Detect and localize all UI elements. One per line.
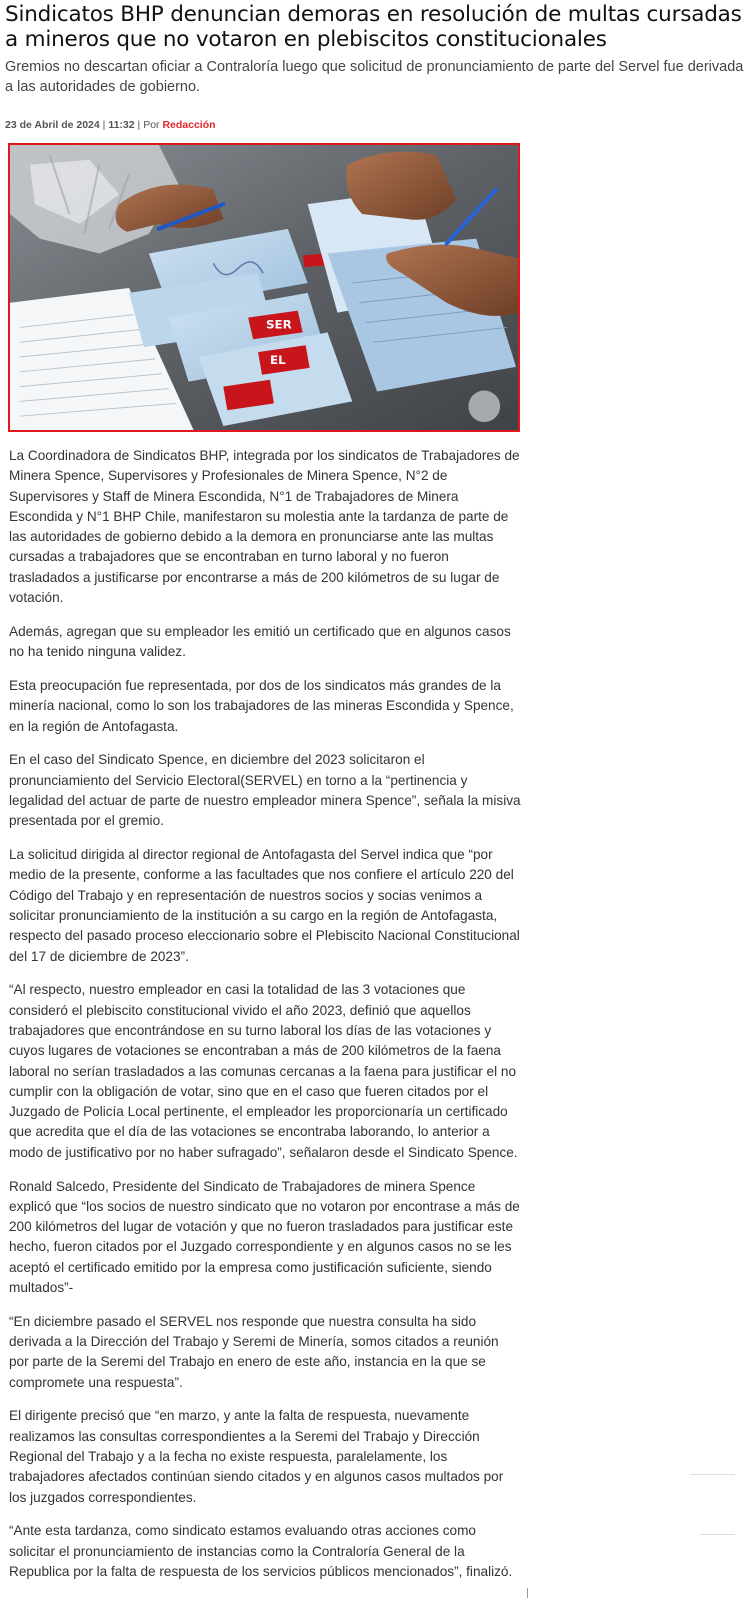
article-paragraph: “Al respecto, nuestro empleador en casi la totalidad de las 3 votaciones que consideró el plebiscito constitucional vivido el año 2023, definió que aquellos trabajadores que encontrándose en su turno laboral los días de las votaciones y cuyos lugares de votaciones se encontraban a más de 200 kilómetros de la faena laboral no serían trasladados a las comunas cercanas a la faena para justificar el no cumplir con la obligación de votar, sino que en el caso que fueren citados por el Juzgado de Policía Local pertinente, el empleador les proporcionaría un certificado que acredita que el día de las votaciones se encontraba laborando, lo anterior a modo de justificativo por no haber sufragado”, señalaron desde el Sindicato Spence. — [9, 982, 518, 1160]
ballot-label-1: SER — [265, 317, 292, 332]
article-paragraph: La solicitud dirigida al director regional de Antofagasta del Servel indica que “por medio de la presente, conforme a las facultades que nos confiere el artículo 220 del Código del Trabajo y en representación de nuestros socios y socias venimos a solicitar pronunciamiento de la institución a su cargo en la región de Antofagasta, respecto del pasado proceso eleccionario sobre el Plebiscito Nacional Constitucional del 17 de diciembre de 2023”. — [9, 847, 520, 964]
ballot-label-2: EL — [269, 352, 286, 367]
article-paragraph: El dirigente precisó que “en marzo, y ante la falta de respuesta, nuevamente realizamos las consultas correspondientes a la Seremi del Trabajo y Dirección Regional del Trabajo y a la fecha no existe respuesta, paralelamente, los trabajadores afectados continúan siendo citados y en algunos casos multados por los juzgados correspondientes. — [9, 1408, 504, 1505]
article-subtitle: Gremios no descartan oficiar a Contraloría luego que solicitud de pronunciamiento de parte del Servel fue derivada a las autoridades de gobierno. — [5, 59, 744, 95]
article-photo — [8, 143, 520, 432]
article-paragraph: La Coordinadora de Sindicatos BHP, integrada por los sindicatos de Trabajadores de Minera Spence, Supervisores y Profesionales de Minera Spence, N°2 de Supervisores y Staff de Minera Escondida, N°1 de Trabajadores de Minera Escondida y N°1 BHP Chile, manifestaron su molestia ante la tardanza de parte de las autoridades de gobierno debido a la demora en pronunciarse ante las multas cursadas a trabajadores que se encontraban en turno laboral y no fueron trasladados a justificarse por encontrarse a más de 200 kilómetros de su lugar de votación. — [9, 448, 520, 606]
article-paragraph: Ronald Salcedo, Presidente del Sindicato de Trabajadores de minera Spence explicó que “los socios de nuestro sindicato que no votaron por encontrase a más de 200 kilómetros del lugar de votación y que no fueron trasladados para justificar este hecho, fueron citados por el Juzgado correspondiente y en algunos casos no se les aceptó el certificado emitido por la empresa como justificación suficiente, siendo multados”- — [9, 1178, 520, 1295]
publish-time: 11:32 — [108, 119, 135, 131]
author-link[interactable]: Redacción — [162, 119, 216, 131]
edge-divider — [690, 1474, 735, 1475]
article-headline: Sindicatos BHP denuncian demoras en resolución de multas cursadas a mineros que no votaron en plebiscitos constitucionales — [5, 2, 742, 52]
article-paragraph: “Ante esta tardanza, como sindicato estamos evaluando otras acciones como solicitar el pronunciamiento de instancias como la Contraloría General de la Republica por la falta de respuesta de los servicios públicos mencionados”, finalizó. — [9, 1523, 513, 1580]
edge-divider — [527, 1588, 528, 1598]
article-paragraph: Además, agregan que su empleador les emitió un certificado que en algunos casos no ha tenido ninguna validez. — [9, 623, 511, 660]
voting-ballots-photo-icon — [10, 145, 518, 430]
article-byline: 23 de Abril de 2024 | 11:32 | Por Redacción — [5, 119, 216, 131]
article-paragraph: En el caso del Sindicato Spence, en diciembre del 2023 solicitaron el pronunciamiento del Servicio Electoral(SERVEL) en torno a la “pertinencia y legalidad del actuar de parte de nuestro empleador minera Spence”, señala la misiva presentada por el gremio. — [9, 752, 521, 829]
edge-divider — [700, 1534, 735, 1535]
article-body — [9, 446, 521, 1596]
by-prefix: Por — [143, 119, 160, 131]
article-paragraph: “En diciembre pasado el SERVEL nos responde que nuestra consulta ha sido derivada a la Dirección del Trabajo y Seremi de Minería, somos citados a reunión por parte de la Seremi del Trabajo en enero de este año, instancia en la que se compromete una respuesta”. — [9, 1313, 499, 1390]
article-paragraph: Esta preocupación fue representada, por dos de los sindicatos más grandes de la minería nacional, como lo son los trabajadores de las mineras Escondida y Spence, en la región de Antofagasta. — [9, 677, 514, 734]
publish-date: 23 de Abril de 2024 — [5, 119, 100, 131]
